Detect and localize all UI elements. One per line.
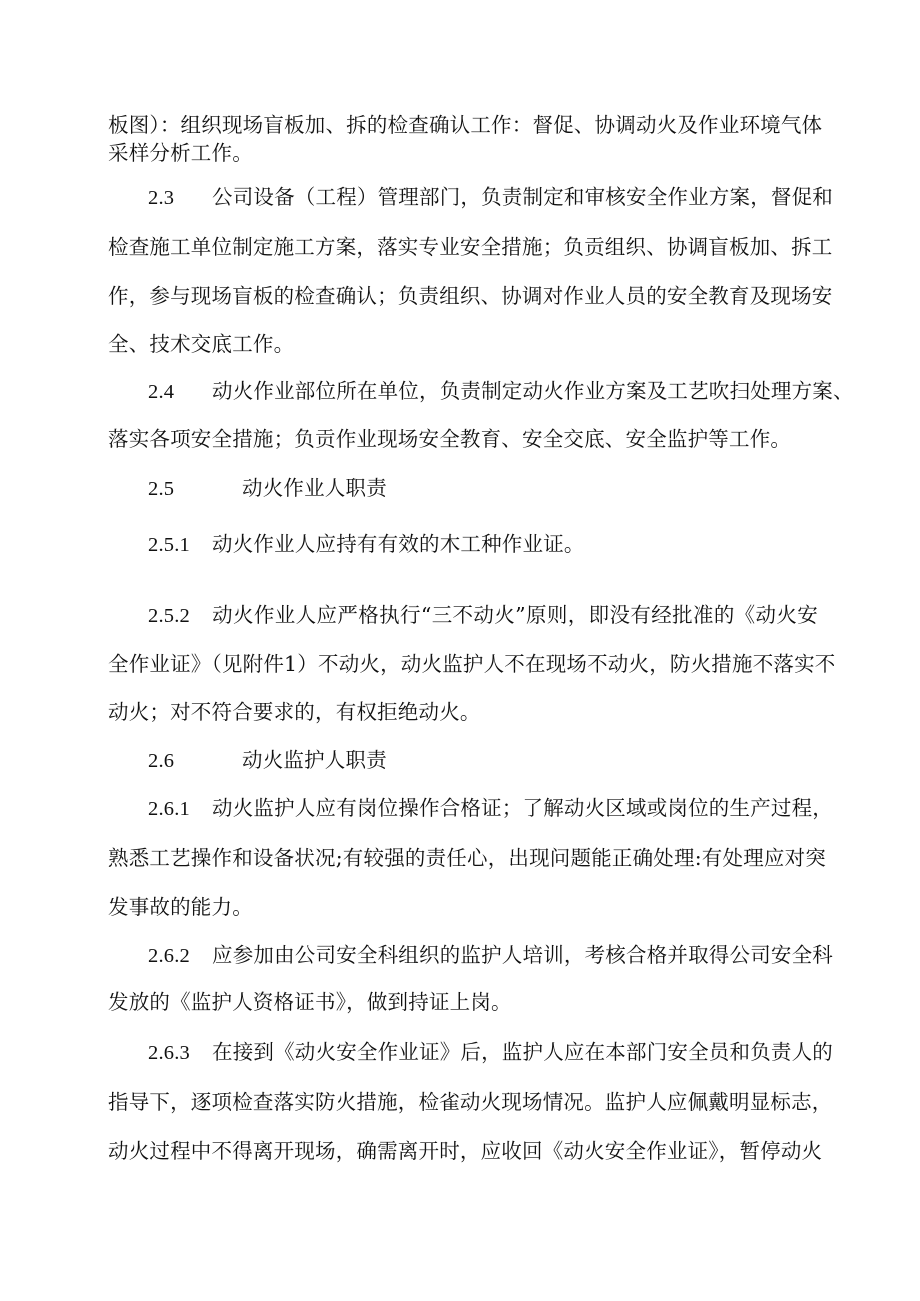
- paragraph-text: 应参加由公司安全科组织的监护人培训，考核合格并取得公司安全科: [212, 943, 833, 967]
- section-heading-text: 动火监护人职责: [242, 748, 387, 772]
- paragraph-line: 熟悉工艺操作和设备状况;有较强的责任心，出现问题能正确处理:有处理应对突: [108, 846, 827, 870]
- paragraph-line: 作，参与现场盲板的检查确认；负责组织、协调对作业人员的安全教育及现场安: [108, 284, 833, 308]
- paragraph-line: 检查施工单位制定施工方案，落实专业安全措施；负贡组织、协调盲板加、拆工: [108, 235, 833, 259]
- paragraph-line: 动火过程中不得离开现场，确需离开时，应收回《动火安全作业证》，暂停动火: [108, 1139, 823, 1163]
- section-number: 2.6.3: [148, 1042, 190, 1064]
- section-number: 2.6.2: [148, 945, 190, 967]
- section-number: 2.5.2: [148, 605, 190, 627]
- paragraph-line: 发事故的能力。: [108, 895, 253, 919]
- section-2-5-heading: [108, 475, 818, 502]
- paragraph-line: 指导下，逐项检查落实防火措施，检雀动火现场情况。监护人应佩戴明显标志，: [108, 1090, 833, 1114]
- paragraph-line: 落实各项安全措施；负贡作业现场安全教育、安全交底、安全监护等工作。: [108, 427, 792, 451]
- paragraph-line: 全、技术交底工作。: [108, 332, 295, 356]
- section-number: 2.3: [148, 187, 175, 209]
- section-number: 2.4: [148, 381, 175, 403]
- paragraph-text: 在接到《动火安全作业证》后，监护人应在本部门安全员和负责人的: [212, 1040, 833, 1064]
- section-number: 2.6: [148, 750, 175, 772]
- section-2-5-2-line: [108, 602, 818, 629]
- section-2-6-heading: [108, 747, 818, 774]
- section-2-6-1-line: [108, 795, 833, 822]
- paragraph-text: 公司设备（工程）管理部门，负责制定和审核安全作业方案，督促和: [212, 185, 833, 209]
- paragraph-line: 采样分析工作。: [108, 141, 253, 165]
- section-2-4-line: [108, 378, 854, 405]
- section-2-6-2-line: [108, 942, 833, 969]
- section-number: 2.5.1: [148, 534, 190, 556]
- paragraph-text: 动火监护人应有岗位操作合格证；了解动火区域或岗位的生产过程，: [212, 796, 833, 820]
- paragraph-line: 全作业证》（见附件1）不动火，动火监护人不在现场不动火，防火措施不落实不: [108, 652, 836, 676]
- section-number: 2.5: [148, 478, 175, 500]
- section-number: 2.6.1: [148, 798, 190, 820]
- paragraph-text: 动火作业人应持有有效的木工种作业证。: [212, 532, 585, 556]
- paragraph-text: 动火作业部位所在单位，负责制定动火作业方案及工艺吹扫处理方案、: [212, 379, 854, 403]
- paragraph-line: 发放的《监护人资格证书》，做到持证上岗。: [108, 990, 512, 1014]
- section-2-6-3-line: [108, 1039, 833, 1066]
- section-2-5-1-line: [108, 531, 818, 558]
- paragraph-line: 板图）：组织现场盲板加、拆的检查确认工作：督促、协调动火及作业环境气体: [108, 113, 823, 137]
- paragraph-text: 动火作业人应严格执行“三不动火”原则，即没有经批准的《动火安: [212, 603, 818, 627]
- section-2-3-line: [108, 184, 833, 211]
- paragraph-line: 动火；对不符合要求的，有权拒绝动火。: [108, 700, 481, 724]
- section-heading-text: 动火作业人职责: [242, 476, 387, 500]
